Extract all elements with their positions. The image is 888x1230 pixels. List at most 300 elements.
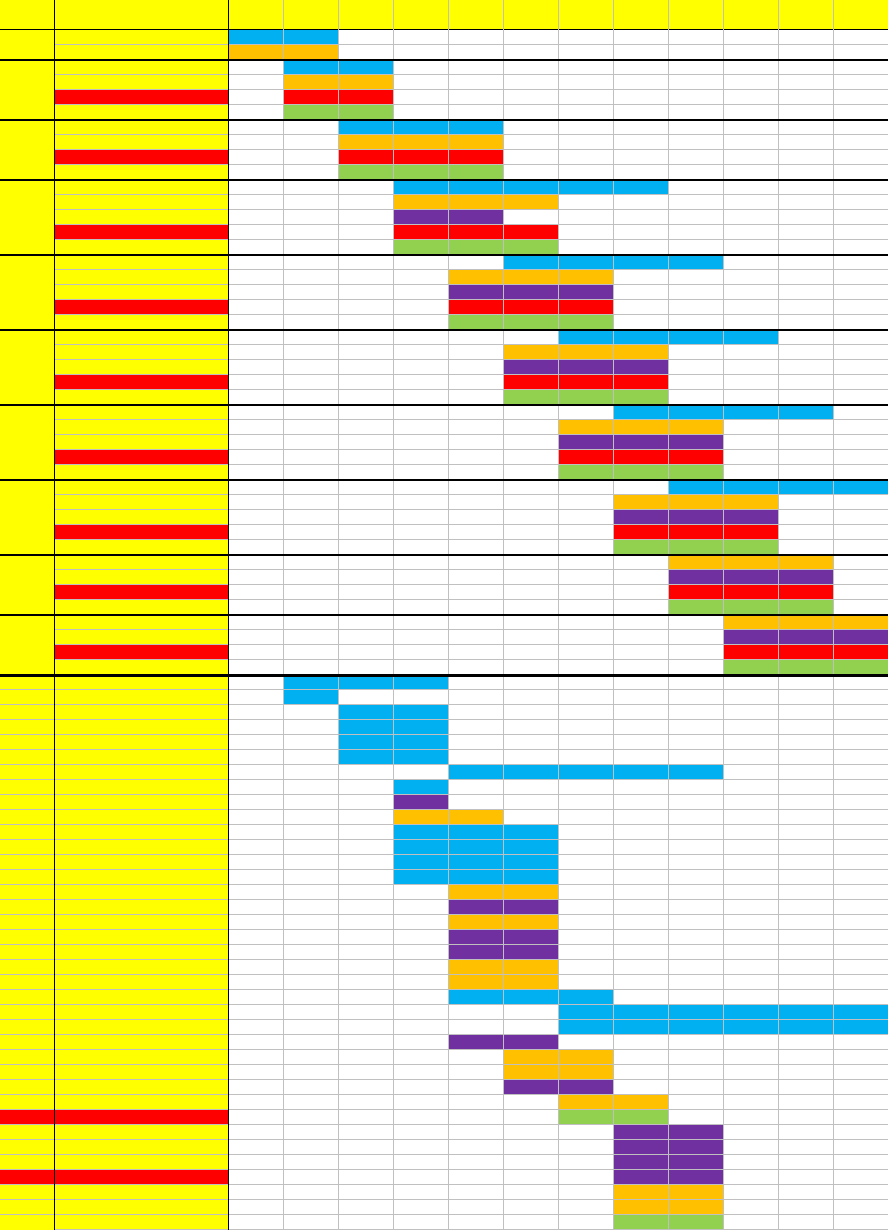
row-divider (55, 644, 888, 645)
battle-cell-empty (394, 285, 449, 300)
battle-cell-empty (724, 375, 779, 390)
type-label (55, 30, 229, 45)
battle-cell-empty (394, 900, 449, 915)
row-divider (55, 1124, 888, 1125)
battle-cell-empty (229, 495, 284, 510)
battle-cell-empty (779, 390, 834, 405)
battle-cell-empty (229, 615, 284, 630)
battle-cell-empty (724, 765, 779, 780)
battle-cell-empty (449, 360, 504, 375)
battle-cell-light (669, 1020, 724, 1035)
battle-cell-empty (229, 180, 284, 195)
battle-cell-empty (229, 90, 284, 105)
battle-cell-empty (779, 1200, 834, 1215)
battle-cell-light (504, 255, 559, 270)
battle-cell-heavy (669, 510, 724, 525)
type-label (55, 585, 229, 600)
battle-cell-empty (559, 495, 614, 510)
battle-cell-empty (614, 720, 669, 735)
battle-cell-empty (284, 240, 339, 255)
row-divider (55, 89, 888, 90)
battle-cell-light (779, 480, 834, 495)
tank-tier (0, 840, 55, 855)
battle-cell-empty (724, 930, 779, 945)
battle-cell-empty (834, 165, 888, 180)
battle-cell-empty (834, 690, 888, 705)
row-divider (0, 1124, 55, 1125)
battle-cell-empty (339, 480, 394, 495)
battle-cell-empty (229, 555, 284, 570)
battle-cell-empty (559, 105, 614, 120)
battle-cell-empty (834, 555, 888, 570)
battle-cell-empty (779, 810, 834, 825)
row-divider (55, 359, 888, 360)
type-label (55, 1155, 229, 1170)
battle-cell-empty (284, 450, 339, 465)
tier-group-divider (0, 614, 888, 616)
battle-cell-empty (834, 300, 888, 315)
row-divider (55, 704, 888, 705)
battle-cell-empty (669, 360, 724, 375)
battle-cell-spg (559, 450, 614, 465)
type-label (55, 390, 229, 405)
battle-cell-empty (284, 1215, 339, 1230)
battle-cell-empty (834, 1080, 888, 1095)
row-divider (55, 854, 888, 855)
battle-cell-empty (834, 1215, 888, 1230)
battle-level-header (394, 0, 449, 30)
battle-cell-empty (779, 795, 834, 810)
battle-cell-empty (614, 555, 669, 570)
battle-cell-light (724, 330, 779, 345)
battle-cell-light (724, 1005, 779, 1020)
battle-cell-empty (284, 600, 339, 615)
battle-cell-medium (559, 270, 614, 285)
battle-cell-empty (449, 1110, 504, 1125)
battle-cell-empty (394, 540, 449, 555)
type-label (55, 480, 229, 495)
battle-cell-empty (669, 750, 724, 765)
type-label (55, 360, 229, 375)
battle-cell-empty (614, 60, 669, 75)
battle-cell-empty (394, 45, 449, 60)
battle-cell-empty (779, 180, 834, 195)
type-label (55, 660, 229, 675)
tier-group-divider (0, 674, 888, 677)
battle-cell-empty (779, 960, 834, 975)
battle-cell-empty (724, 690, 779, 705)
battle-cell-heavy (449, 930, 504, 945)
battle-cell-spg (284, 90, 339, 105)
row-divider (55, 899, 888, 900)
battle-cell-empty (559, 855, 614, 870)
type-label (55, 735, 229, 750)
battle-cell-empty (559, 1035, 614, 1050)
battle-cell-empty (394, 300, 449, 315)
battle-cell-medium (834, 615, 888, 630)
battle-cell-empty (779, 825, 834, 840)
battle-cell-empty (339, 255, 394, 270)
row-divider (0, 824, 55, 825)
battle-cell-empty (449, 600, 504, 615)
battle-cell-light (339, 735, 394, 750)
battle-cell-empty (449, 75, 504, 90)
row-divider (0, 959, 55, 960)
battle-cell-empty (394, 765, 449, 780)
battle-cell-empty (339, 615, 394, 630)
battle-cell-empty (779, 870, 834, 885)
battle-cell-empty (339, 465, 394, 480)
battle-cell-empty (504, 795, 559, 810)
battle-cell-empty (284, 330, 339, 345)
row-divider (0, 734, 55, 735)
battle-cell-empty (559, 900, 614, 915)
battle-cell-empty (394, 60, 449, 75)
type-label (55, 705, 229, 720)
battle-cell-empty (669, 90, 724, 105)
row-divider (0, 1184, 55, 1185)
battle-cell-empty (284, 495, 339, 510)
battle-cell-empty (339, 885, 394, 900)
type-label (55, 300, 229, 315)
battle-cell-empty (339, 900, 394, 915)
battle-cell-empty (834, 30, 888, 45)
type-label (55, 1215, 229, 1230)
battle-cell-empty (284, 180, 339, 195)
battle-cell-td (614, 1110, 669, 1125)
battle-cell-empty (229, 210, 284, 225)
row-divider (0, 1139, 55, 1140)
battle-cell-medium (504, 345, 559, 360)
battle-cell-empty (614, 735, 669, 750)
battle-cell-empty (449, 1005, 504, 1020)
battle-cell-heavy (504, 930, 559, 945)
row-divider (55, 374, 888, 375)
type-label (55, 825, 229, 840)
battle-cell-empty (449, 570, 504, 585)
battle-cell-empty (504, 420, 559, 435)
battle-cell-empty (394, 1005, 449, 1020)
battle-cell-empty (504, 810, 559, 825)
battle-cell-empty (229, 1050, 284, 1065)
battle-cell-td (339, 105, 394, 120)
battle-cell-empty (229, 465, 284, 480)
battle-cell-empty (229, 930, 284, 945)
battle-cell-empty (449, 525, 504, 540)
battle-cell-empty (559, 150, 614, 165)
battle-cell-empty (779, 540, 834, 555)
battle-cell-heavy (779, 630, 834, 645)
battle-cell-heavy (779, 570, 834, 585)
battle-cell-empty (284, 705, 339, 720)
battle-cell-empty (669, 270, 724, 285)
battle-cell-empty (669, 975, 724, 990)
type-label (55, 255, 229, 270)
battle-cell-spg (724, 645, 779, 660)
battle-cell-empty (339, 495, 394, 510)
battle-cell-medium (449, 195, 504, 210)
battle-cell-empty (559, 195, 614, 210)
battle-cell-td (284, 105, 339, 120)
battle-cell-empty (284, 315, 339, 330)
battle-cell-empty (614, 795, 669, 810)
battle-cell-empty (339, 30, 394, 45)
battle-cell-empty (559, 165, 614, 180)
battle-cell-empty (669, 315, 724, 330)
battle-cell-empty (504, 75, 559, 90)
battle-cell-empty (614, 930, 669, 945)
battle-cell-empty (559, 1155, 614, 1170)
battle-cell-empty (614, 315, 669, 330)
battle-cell-empty (724, 1095, 779, 1110)
battle-cell-empty (614, 855, 669, 870)
type-label (55, 345, 229, 360)
tank-tier (0, 1170, 55, 1185)
row-divider (0, 899, 55, 900)
battle-cell-empty (339, 345, 394, 360)
battle-cell-empty (339, 195, 394, 210)
battle-cell-empty (284, 270, 339, 285)
battle-cell-empty (834, 45, 888, 60)
row-divider (55, 734, 888, 735)
battle-cell-empty (394, 645, 449, 660)
battle-cell-empty (284, 885, 339, 900)
battle-cell-empty (724, 780, 779, 795)
battle-cell-medium (504, 1065, 559, 1080)
row-divider (55, 1214, 888, 1215)
battle-cell-empty (669, 630, 724, 645)
battle-cell-spg (559, 300, 614, 315)
battle-cell-empty (559, 870, 614, 885)
battle-cell-empty (779, 750, 834, 765)
battle-cell-empty (449, 510, 504, 525)
row-divider (55, 239, 888, 240)
tank-tier (0, 1050, 55, 1065)
battle-cell-heavy (614, 1125, 669, 1140)
battle-cell-empty (559, 915, 614, 930)
battle-cell-medium (724, 615, 779, 630)
tank-tier (0, 1185, 55, 1200)
battle-cell-empty (559, 1125, 614, 1140)
type-label (55, 1110, 229, 1125)
battle-cell-empty (669, 900, 724, 915)
battle-cell-empty (229, 1215, 284, 1230)
tank-tier (0, 735, 55, 750)
battle-cell-heavy (504, 285, 559, 300)
battle-cell-empty (284, 300, 339, 315)
battle-cell-medium (504, 975, 559, 990)
battle-cell-empty (449, 750, 504, 765)
battle-cell-empty (284, 210, 339, 225)
battle-cell-empty (504, 735, 559, 750)
battle-cell-empty (284, 750, 339, 765)
battle-cell-empty (229, 150, 284, 165)
battle-cell-empty (394, 315, 449, 330)
battle-cell-empty (394, 420, 449, 435)
battle-cell-spg (724, 585, 779, 600)
battle-cell-empty (614, 270, 669, 285)
battle-cell-empty (614, 135, 669, 150)
battle-cell-light (394, 825, 449, 840)
battle-cell-empty (449, 405, 504, 420)
row-divider (55, 44, 888, 45)
tier-number (0, 255, 55, 330)
battle-cell-empty (779, 1050, 834, 1065)
battle-cell-heavy (614, 1140, 669, 1155)
battle-cell-empty (669, 195, 724, 210)
battle-cell-empty (669, 930, 724, 945)
battle-cell-empty (339, 510, 394, 525)
tank-tier (0, 855, 55, 870)
battle-cell-light (724, 1020, 779, 1035)
battle-cell-light (614, 255, 669, 270)
type-label (55, 375, 229, 390)
type-label (55, 840, 229, 855)
battle-cell-empty (449, 1215, 504, 1230)
battle-cell-td (449, 315, 504, 330)
battle-cell-td (724, 600, 779, 615)
type-label (55, 75, 229, 90)
battle-cell-heavy (614, 360, 669, 375)
battle-cell-empty (339, 360, 394, 375)
tier-number (0, 480, 55, 555)
battle-cell-empty (229, 285, 284, 300)
battle-cell-empty (229, 345, 284, 360)
battle-cell-empty (724, 945, 779, 960)
battle-cell-empty (394, 75, 449, 90)
battle-cell-empty (559, 540, 614, 555)
battle-cell-empty (504, 165, 559, 180)
battle-cell-empty (229, 885, 284, 900)
battle-cell-empty (834, 990, 888, 1005)
battle-cell-empty (229, 405, 284, 420)
battle-cell-empty (229, 675, 284, 690)
row-divider (55, 1004, 888, 1005)
battle-cell-light (559, 1005, 614, 1020)
battle-cell-empty (284, 840, 339, 855)
battle-cell-empty (669, 735, 724, 750)
battle-cell-empty (779, 270, 834, 285)
battle-cell-empty (339, 330, 394, 345)
battle-cell-empty (339, 1050, 394, 1065)
battle-cell-empty (339, 825, 394, 840)
battle-cell-empty (669, 120, 724, 135)
battle-cell-empty (449, 435, 504, 450)
battle-cell-empty (614, 750, 669, 765)
battle-cell-medium (559, 345, 614, 360)
battle-cell-empty (284, 135, 339, 150)
battle-cell-spg (669, 450, 724, 465)
tank-tier (0, 1140, 55, 1155)
battle-cell-empty (449, 90, 504, 105)
battle-cell-light (394, 780, 449, 795)
battle-cell-empty (284, 345, 339, 360)
battle-cell-empty (339, 930, 394, 945)
row-divider (0, 809, 55, 810)
battle-cell-empty (394, 525, 449, 540)
row-divider (55, 1109, 888, 1110)
row-divider (55, 1184, 888, 1185)
battle-cell-empty (394, 990, 449, 1005)
battle-cell-empty (779, 165, 834, 180)
battle-cell-empty (284, 930, 339, 945)
battle-cell-empty (284, 1050, 339, 1065)
battle-cell-empty (559, 930, 614, 945)
battle-cell-empty (339, 225, 394, 240)
battle-cell-empty (779, 525, 834, 540)
type-label (55, 495, 229, 510)
battle-cell-empty (834, 870, 888, 885)
battle-cell-empty (229, 75, 284, 90)
battle-cell-medium (614, 1185, 669, 1200)
battle-cell-empty (339, 300, 394, 315)
battle-cell-empty (724, 135, 779, 150)
battle-cell-empty (394, 435, 449, 450)
battle-cell-heavy (669, 1140, 724, 1155)
battle-level-header (669, 0, 724, 30)
battle-cell-empty (504, 1095, 559, 1110)
row-divider (55, 1094, 888, 1095)
battle-cell-empty (779, 105, 834, 120)
battle-cell-empty (559, 735, 614, 750)
battle-cell-empty (559, 630, 614, 645)
battle-cell-empty (614, 285, 669, 300)
row-divider (55, 419, 888, 420)
battle-cell-empty (339, 840, 394, 855)
battle-cell-light (504, 990, 559, 1005)
type-label (55, 120, 229, 135)
battle-cell-empty (504, 555, 559, 570)
type-label (55, 1065, 229, 1080)
battle-level-header (339, 0, 394, 30)
battle-cell-empty (229, 600, 284, 615)
type-label (55, 765, 229, 780)
battle-cell-empty (669, 945, 724, 960)
row-divider (0, 1199, 55, 1200)
tank-tier (0, 885, 55, 900)
battle-cell-spg (614, 375, 669, 390)
type-label (55, 90, 229, 105)
battle-cell-empty (284, 195, 339, 210)
battle-cell-light (559, 255, 614, 270)
battle-cell-empty (504, 1200, 559, 1215)
battle-cell-medium (559, 1095, 614, 1110)
battle-cell-empty (779, 375, 834, 390)
row-divider (55, 539, 888, 540)
battle-cell-empty (339, 570, 394, 585)
battle-cell-empty (614, 30, 669, 45)
battle-cell-empty (284, 660, 339, 675)
tier-number (0, 60, 55, 120)
battle-cell-empty (339, 870, 394, 885)
battle-cell-empty (834, 435, 888, 450)
tank-tier (0, 780, 55, 795)
type-label (55, 1050, 229, 1065)
battle-cell-empty (614, 1050, 669, 1065)
battle-cell-heavy (504, 900, 559, 915)
battle-cell-td (834, 660, 888, 675)
battle-cell-empty (449, 255, 504, 270)
battle-cell-empty (229, 1185, 284, 1200)
battle-cell-empty (669, 960, 724, 975)
battle-cell-empty (449, 1080, 504, 1095)
type-label (55, 900, 229, 915)
battle-cell-empty (614, 225, 669, 240)
battle-cell-empty (724, 1185, 779, 1200)
battle-cell-empty (394, 1050, 449, 1065)
battle-cell-td (724, 540, 779, 555)
type-label (55, 285, 229, 300)
